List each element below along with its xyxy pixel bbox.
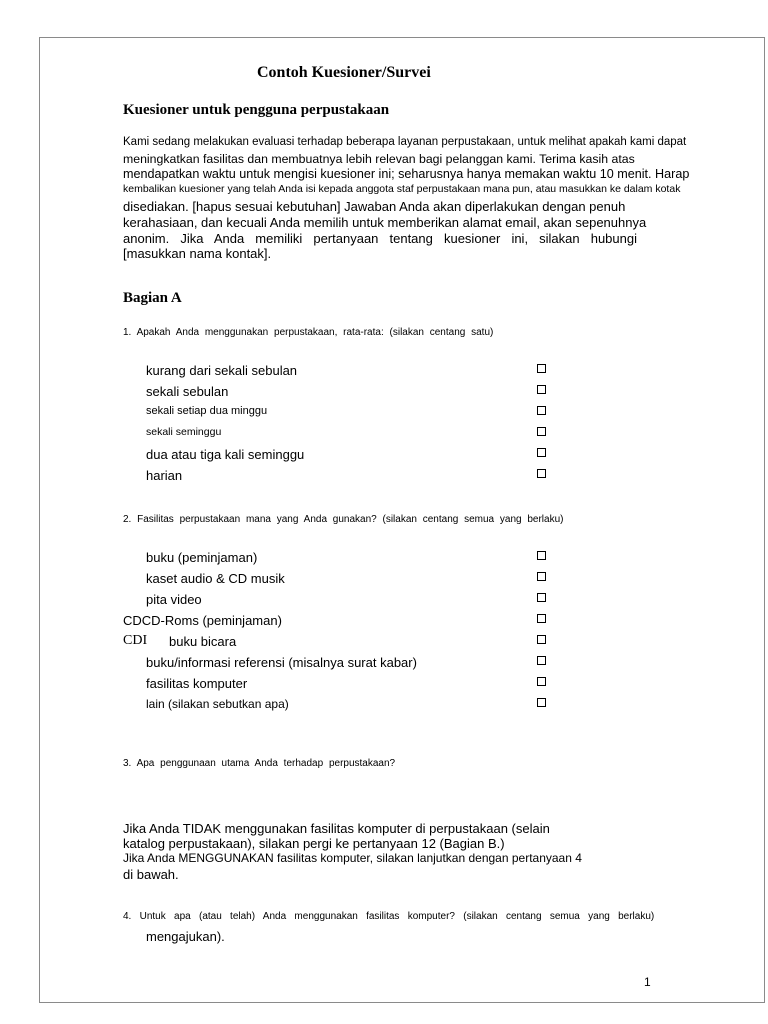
document-title: Contoh Kuesioner/Survei [257,64,431,81]
question-2: 2. Fasilitas perpustakaan mana yang Anda gunakan? (silakan centang semua yang berlaku) [123,514,564,525]
question-4: 4. Untuk apa (atau telah) Anda menggunakan fasilitas komputer? (silakan centang semua yang berlaku) [123,911,655,922]
q1-checkbox-5[interactable] [537,448,546,457]
q1-option-4: sekali seminggu [146,426,222,438]
intro-line-6: kerahasiaan, dan kecuali Anda memilih untuk memberikan alamat email, akan sepenuhnya [123,215,647,230]
question-1: 1. Apakah Anda menggunakan perpustakaan, rata-rata: (silakan centang satu) [123,327,494,338]
q1-option-2: sekali sebulan [146,384,229,399]
q2-option-1: buku (peminjaman) [146,550,258,565]
intro-line-3: mendapatkan waktu untuk mengisi kuesioner ini; seharusnya hanya memakan waktu 10 menit. Harap [123,167,690,181]
q2-option-6: buku/informasi referensi (misalnya surat kabar) [146,655,417,670]
intro-line-5: disediakan. [hapus sesuai kebutuhan] Jawaban Anda akan diperlakukan dengan penuh [123,199,626,214]
skip-line-2: katalog perpustakaan), silakan pergi ke pertanyaan 12 (Bagian B.) [123,836,505,851]
q2-option-2: kaset audio & CD musik [146,571,285,586]
q1-checkbox-6[interactable] [537,469,546,478]
q2-option-8: lain (silakan sebutkan apa) [146,697,289,711]
skip-line-3: Jika Anda MENGGUNAKAN fasilitas komputer, silakan lanjutkan dengan pertanyaan 4 [123,851,582,865]
q1-checkbox-2[interactable] [537,385,546,394]
page-number: 1 [644,975,651,989]
q1-option-5: dua atau tiga kali seminggu [146,447,305,462]
q2-option-7: fasilitas komputer [146,676,248,691]
q1-checkbox-4[interactable] [537,427,546,436]
question-3: 3. Apa penggunaan utama Anda terhadap perpustakaan? [123,758,396,769]
question-4-continuation: mengajukan). [146,929,225,944]
section-a-heading: Bagian A [123,290,182,306]
intro-line-8: [masukkan nama kontak]. [123,246,272,261]
skip-line-4: di bawah. [123,867,179,882]
document-subtitle: Kuesioner untuk pengguna perpustakaan [123,102,390,118]
intro-line-4: kembalikan kuesioner yang telah Anda isi kepada anggota staf perpustakaan mana pun, atau masukkan ke dalam kotak [123,183,681,195]
q1-checkbox-3[interactable] [537,406,546,415]
q2-checkbox-2[interactable] [537,572,546,581]
q2-checkbox-6[interactable] [537,656,546,665]
q1-option-1: kurang dari sekali sebulan [146,363,298,378]
q2-checkbox-3[interactable] [537,593,546,602]
q2-option-4: CDCD-Roms (peminjaman) [123,613,282,628]
skip-line-1: Jika Anda TIDAK menggunakan fasilitas komputer di perpustakaan (selain [123,821,550,836]
q2-option-3: pita video [146,592,202,607]
q2-checkbox-1[interactable] [537,551,546,560]
q2-checkbox-4[interactable] [537,614,546,623]
intro-line-1: Kami sedang melakukan evaluasi terhadap beberapa layanan perpustakaan, untuk melihat apakah kami dapat [123,136,687,148]
q2-cdi-label: CDI [123,633,148,648]
intro-line-7: anonim. Jika Anda memiliki pertanyaan tentang kuesioner ini, silakan hubungi [123,231,637,246]
intro-line-2: meningkatkan fasilitas dan membuatnya lebih relevan bagi pelanggan kami. Terima kasih atas [123,152,635,166]
q2-checkbox-7[interactable] [537,677,546,686]
q1-checkbox-1[interactable] [537,364,546,373]
q2-option-5: buku bicara [169,634,237,649]
q2-checkbox-5[interactable] [537,635,546,644]
q1-option-3: sekali setiap dua minggu [146,405,268,417]
q2-checkbox-8[interactable] [537,698,546,707]
q1-option-6: harian [146,468,183,483]
